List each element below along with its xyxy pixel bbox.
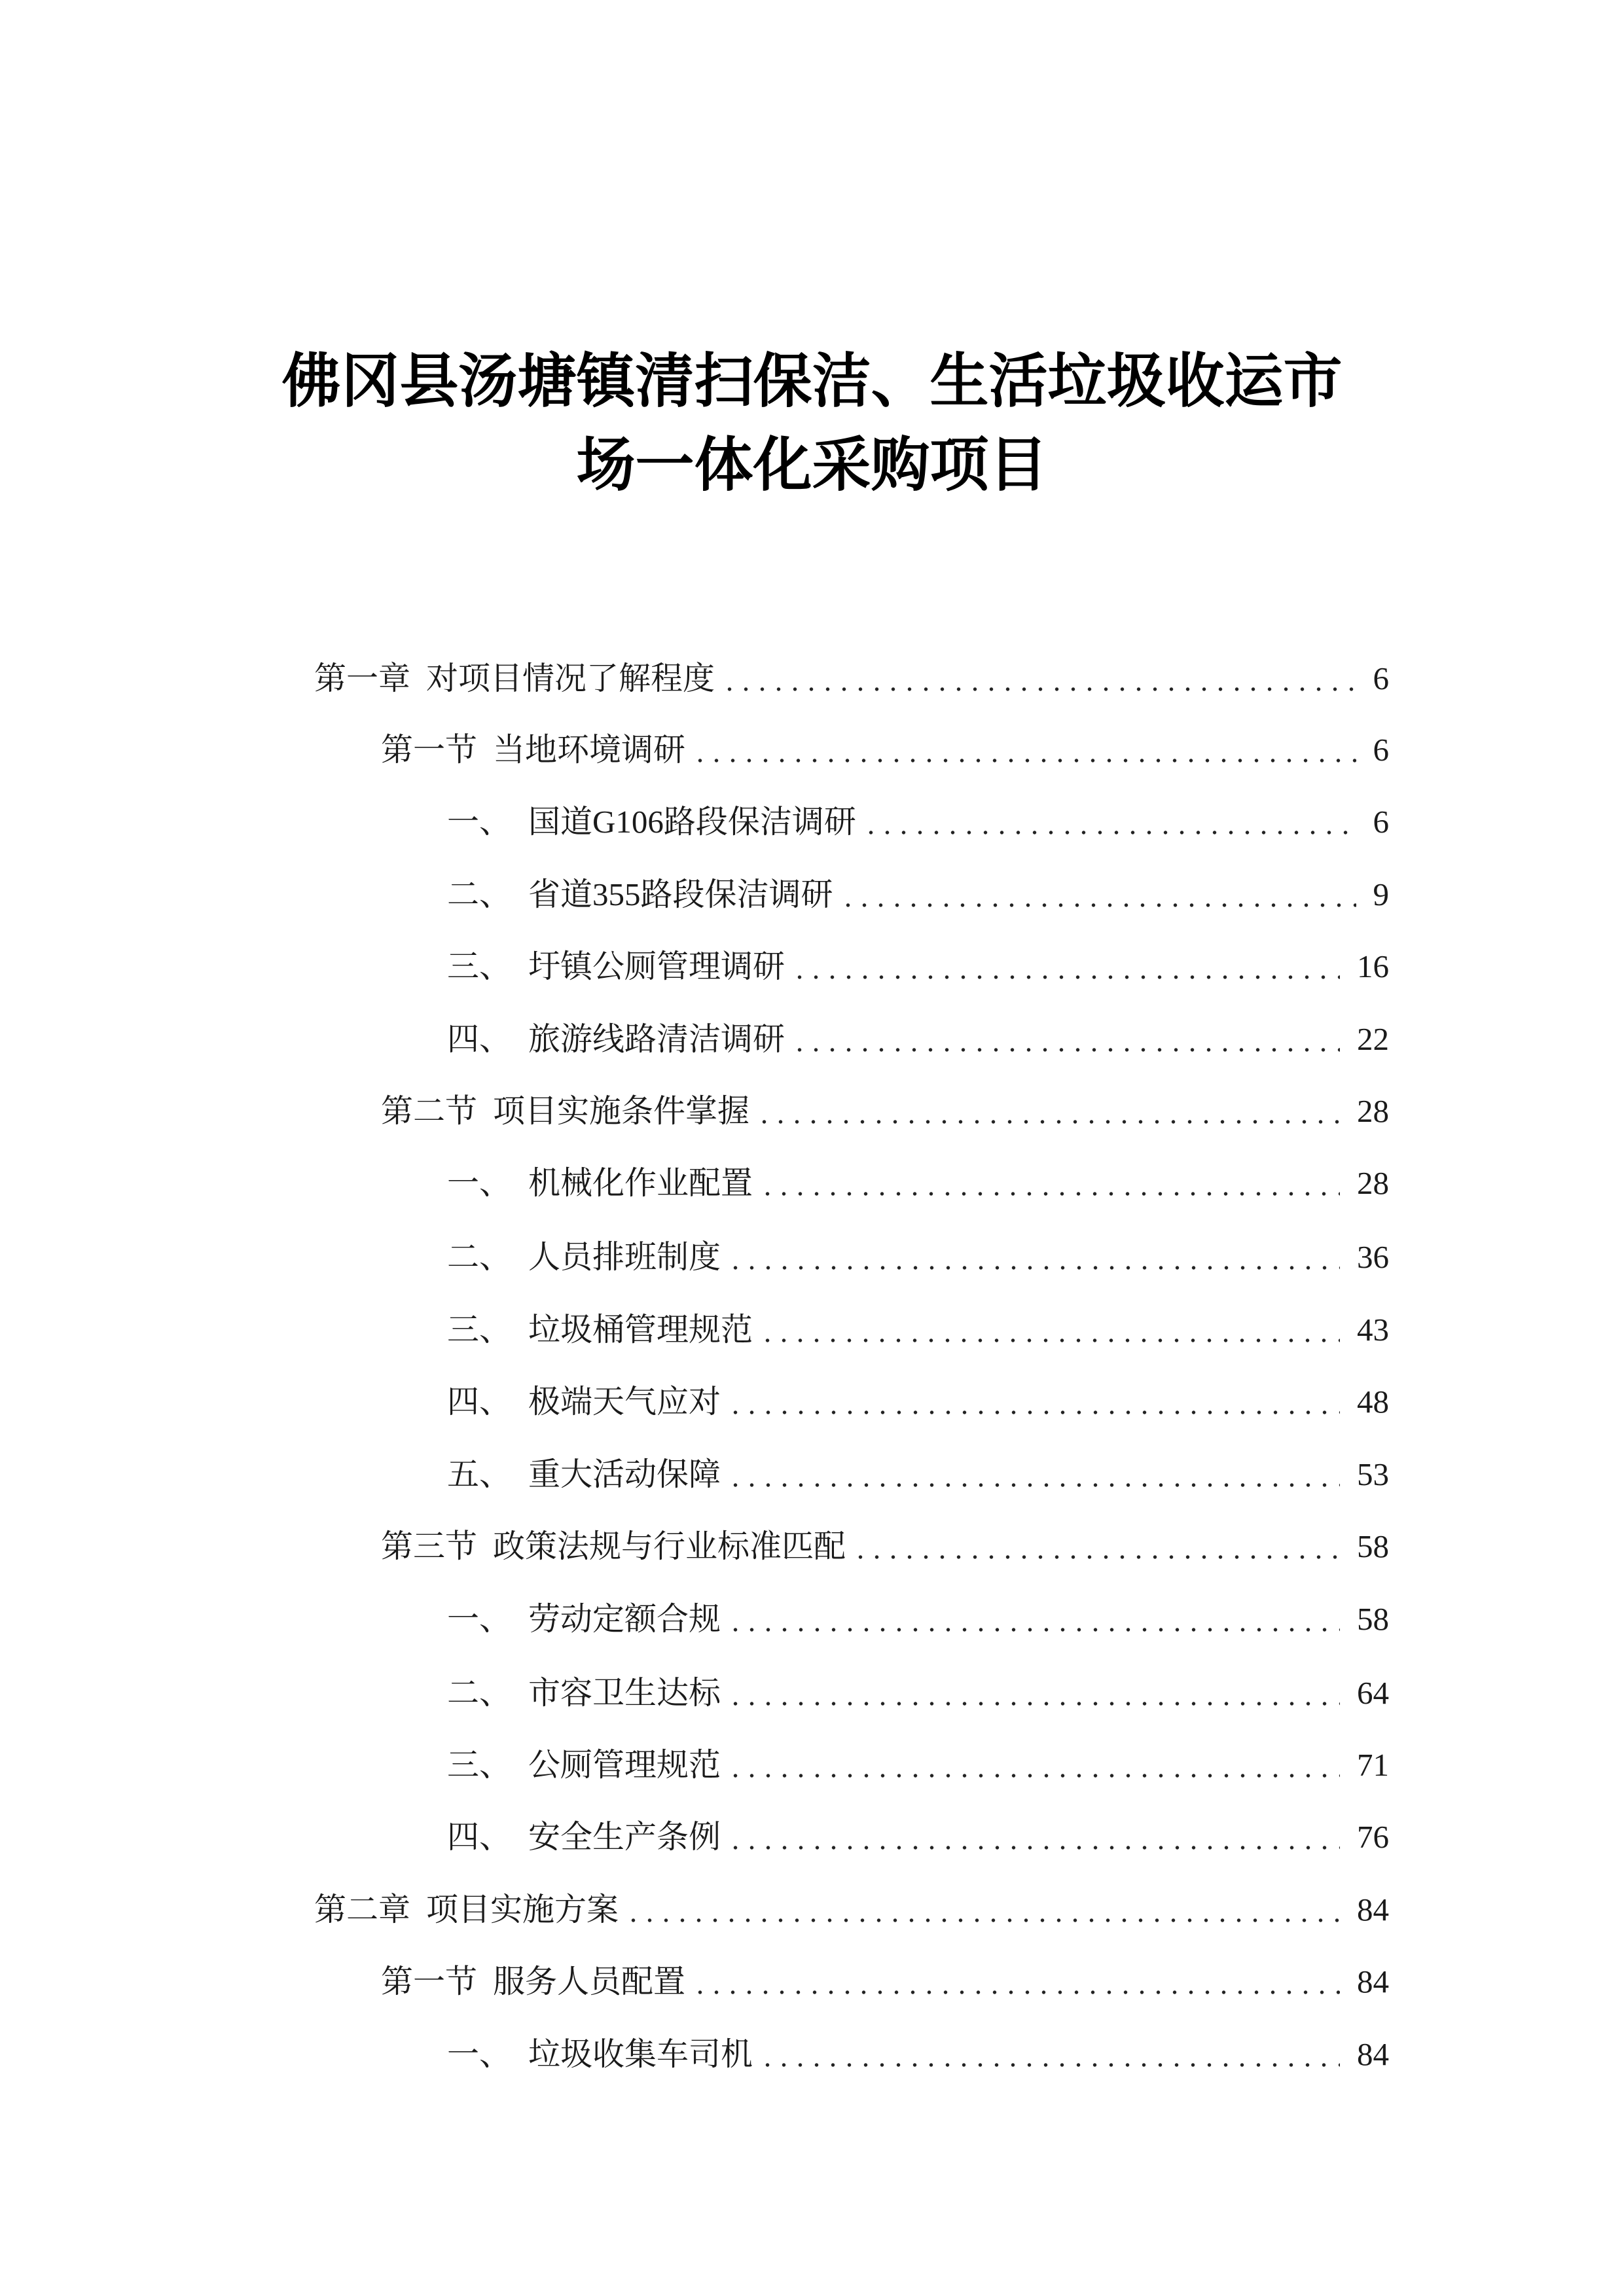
toc-label: 项目实施条件掌握 (493, 1093, 750, 1129)
toc-page-number: 28 (1357, 1093, 1389, 1129)
toc-number: 第三节 (381, 1528, 478, 1564)
toc-entry-section (381, 1962, 1389, 2001)
toc-label: 项目实施方案 (426, 1892, 619, 1928)
toc-page-number: 22 (1357, 1021, 1389, 1057)
toc-label: 政策法规与行业标准匹配 (493, 1528, 846, 1564)
toc-label: 省道355路段保洁调研 (528, 876, 833, 912)
toc-page-number: 43 (1357, 1312, 1389, 1348)
toc-leader-dots (692, 730, 1356, 770)
toc-page-number: 71 (1357, 1747, 1389, 1783)
toc-entry-item (447, 1455, 1389, 1494)
toc-leader-dots (791, 947, 1340, 986)
toc-entry-item (447, 1746, 1389, 1785)
toc-number: 二、 (447, 1675, 512, 1711)
toc-label: 对项目情况了解程度 (426, 660, 715, 696)
toc-leader-dots (727, 1238, 1340, 1277)
toc-number: 四、 (447, 1021, 512, 1057)
toc-page-number: 84 (1357, 1892, 1389, 1928)
toc-label: 机械化作业配置 (528, 1165, 753, 1201)
toc-page-number: 58 (1357, 1528, 1389, 1564)
toc-number: 四、 (447, 1819, 512, 1855)
toc-leader-dots (727, 1674, 1340, 1713)
toc-page-number: 16 (1357, 948, 1389, 984)
toc-leader-dots (727, 1746, 1340, 1785)
toc-number: 第一节 (381, 1964, 478, 2000)
toc-number: 三、 (447, 1747, 512, 1783)
toc-entry-section (381, 730, 1389, 770)
toc-leader-dots (852, 1527, 1340, 1566)
toc-label: 人员排班制度 (528, 1239, 721, 1275)
toc-label: 重大活动保障 (528, 1456, 721, 1492)
toc-entry-item (447, 1600, 1389, 1639)
toc-number: 二、 (447, 876, 512, 912)
toc-page-number: 64 (1357, 1675, 1389, 1711)
toc-entry-chapter (314, 659, 1389, 698)
toc-leader-dots (759, 2035, 1340, 2074)
toc-page-number: 48 (1357, 1384, 1389, 1420)
toc-number: 四、 (447, 1384, 512, 1420)
toc-entry-item (447, 1310, 1389, 1350)
toc-number: 一、 (447, 2036, 512, 2072)
toc-leader-dots (727, 1382, 1340, 1422)
toc-label: 公厕管理规范 (528, 1747, 721, 1783)
document-title (0, 339, 1624, 507)
toc-page-number: 28 (1357, 1165, 1389, 1201)
toc-label: 国道G106路段保洁调研 (528, 804, 856, 840)
toc-leader-dots (727, 1455, 1340, 1494)
toc-number: 第二章 (314, 1892, 411, 1928)
toc-entry-item (447, 1164, 1389, 1203)
toc-page-number: 36 (1357, 1239, 1389, 1275)
toc-leader-dots (756, 1092, 1340, 1131)
toc-page-number: 58 (1357, 1601, 1389, 1637)
toc-number: 五、 (447, 1456, 512, 1492)
toc-entry-item (447, 947, 1389, 986)
toc-label: 服务人员配置 (493, 1964, 686, 2000)
toc-label: 圩镇公厕管理调研 (528, 948, 785, 984)
toc-page-number: 76 (1357, 1819, 1389, 1855)
toc-number: 一、 (447, 1601, 512, 1637)
toc-number: 一、 (447, 1165, 512, 1201)
toc-number: 第二节 (381, 1093, 478, 1129)
toc-leader-dots (759, 1164, 1340, 1203)
toc-entry-item (447, 2035, 1389, 2074)
toc-number: 第一章 (314, 660, 411, 696)
toc-page-number: 9 (1373, 876, 1389, 912)
toc-number: 一、 (447, 804, 512, 840)
toc-entry-section (381, 1527, 1389, 1566)
toc-leader-dots (840, 875, 1356, 914)
toc-leader-dots (721, 659, 1356, 698)
title-line-2: 场一体化采购项目 (576, 430, 1048, 499)
toc-leader-dots (625, 1890, 1340, 1929)
toc-label: 垃圾桶管理规范 (528, 1312, 753, 1348)
toc-page-number: 6 (1373, 660, 1389, 696)
toc-label: 市容卫生达标 (528, 1675, 721, 1711)
toc-entry-item (447, 1382, 1389, 1422)
toc-page-number: 6 (1373, 732, 1389, 768)
toc-label: 劳动定额合规 (528, 1601, 721, 1637)
toc-number: 第一节 (381, 732, 478, 768)
toc-leader-dots (727, 1818, 1340, 1857)
toc-page-number: 53 (1357, 1456, 1389, 1492)
toc-label: 当地环境调研 (493, 732, 686, 768)
toc-number: 三、 (447, 1312, 512, 1348)
toc-entry-section (381, 1092, 1389, 1131)
toc-entry-item (447, 1674, 1389, 1713)
toc-number: 二、 (447, 1239, 512, 1275)
toc-number: 三、 (447, 948, 512, 984)
toc-entry-item (447, 875, 1389, 914)
toc-leader-dots (791, 1020, 1340, 1059)
toc-page-number: 84 (1357, 2036, 1389, 2072)
toc-leader-dots (759, 1310, 1340, 1350)
toc-label: 垃圾收集车司机 (528, 2036, 753, 2072)
toc-entry-item (447, 1818, 1389, 1857)
toc-label: 安全生产条例 (528, 1819, 721, 1855)
toc-entry-chapter (314, 1890, 1389, 1929)
toc-entry-item (447, 1238, 1389, 1277)
toc-leader-dots (863, 802, 1356, 842)
toc-entry-item (447, 1020, 1389, 1059)
toc-page-number: 84 (1357, 1964, 1389, 2000)
toc-entry-item (447, 802, 1389, 842)
title-line-1: 佛冈县汤塘镇清扫保洁、生活垃圾收运市 (281, 346, 1343, 416)
toc-leader-dots (692, 1962, 1340, 2001)
toc-leader-dots (727, 1600, 1340, 1639)
toc-label: 旅游线路清洁调研 (528, 1021, 785, 1057)
toc-label: 极端天气应对 (528, 1384, 721, 1420)
toc-page-number: 6 (1373, 804, 1389, 840)
